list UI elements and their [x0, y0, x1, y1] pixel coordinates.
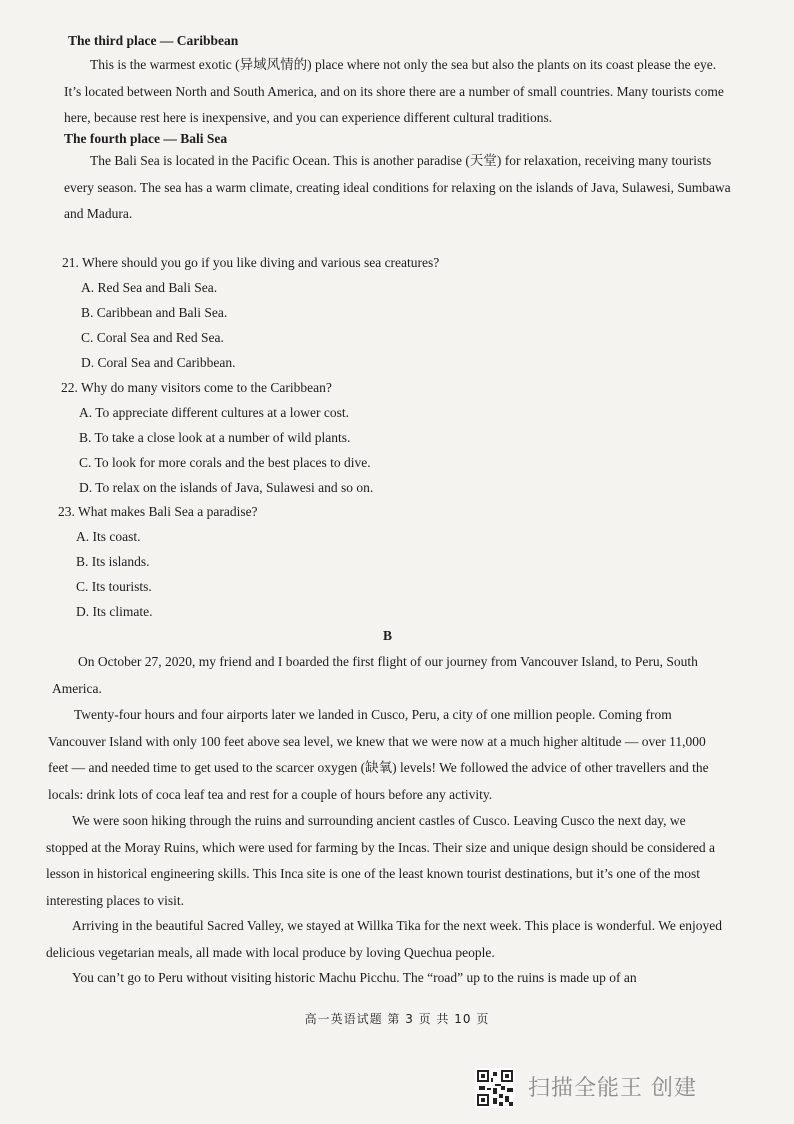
fourth-place-paragraph: The Bali Sea is located in the Pacific Ocean. This is another paradise (天堂) for relaxation, receiving many tourists every season. The sea has a warm climate, creating ideal conditions for relaxing on the islands of Java, Sulawesi, Sumbawa and Madura.	[64, 153, 731, 221]
question-21-option-a: A. Red Sea and Bali Sea.	[81, 280, 218, 295]
question-22-option-c: C. To look for more corals and the best places to dive.	[79, 455, 371, 470]
qr-code-icon	[475, 1068, 515, 1108]
question-21-option-b: B. Caribbean and Bali Sea.	[81, 305, 228, 320]
third-place-heading: The third place — Caribbean	[68, 33, 239, 48]
question-22-option-d: D. To relax on the islands of Java, Sulawesi and so on.	[79, 480, 374, 495]
question-21: 21. Where should you go if you like diving and various sea creatures?	[62, 255, 440, 270]
section-b-paragraph-5: You can’t go to Peru without visiting historic Machu Picchu. The “road” up to the ruins is made up of an	[72, 970, 637, 985]
page-footer: 高一英语试题 第 3 页 共 10 页	[304, 1012, 490, 1026]
section-b-paragraph-1: On October 27, 2020, my friend and I boarded the first flight of our journey from Vancouver Island, to Peru, South America.	[52, 654, 698, 696]
section-b-paragraph-2: Twenty-four hours and four airports later we landed in Cusco, Peru, a city of one million people. Coming from Vancouver Island with only 100 feet above sea level, we knew that we were now at a much higher altitude — over 11,000 feet — and needed time to get used to the scarcer oxygen (缺氧) levels! We followed the advice of other travellers and the locals: drink lots of coca leaf tea and rest for a couple of hours before any activity.	[48, 707, 709, 802]
section-b-paragraph-4: Arriving in the beautiful Sacred Valley, we stayed at Willka Tika for the next week. This place is wonderful. We enjoyed delicious vegetarian meals, all made with local produce by loving Quechua people.	[46, 918, 722, 960]
section-b-letter: B	[383, 628, 393, 643]
scanner-watermark: 扫描全能王 创建	[528, 1076, 697, 1101]
question-21-option-c: C. Coral Sea and Red Sea.	[81, 330, 224, 345]
question-23-option-b: B. Its islands.	[76, 554, 150, 569]
section-b-paragraph-3: We were soon hiking through the ruins and surrounding ancient castles of Cusco. Leaving Cusco the next day, we stopped at the Moray Ruins, which were used for farming by the Incas. Their size and unique design should be considered a lesson in historical engineering skills. This Inca site is one of the least known tourist destinations, but it’s one of the most interesting places to visit.	[46, 813, 715, 908]
question-23-option-d: D. Its climate.	[76, 604, 153, 619]
fourth-place-heading: The fourth place — Bali Sea	[64, 131, 228, 146]
question-22: 22. Why do many visitors come to the Caribbean?	[61, 380, 332, 395]
question-23-option-c: C. Its tourists.	[76, 579, 152, 594]
question-23-option-a: A. Its coast.	[76, 529, 141, 544]
question-23: 23. What makes Bali Sea a paradise?	[58, 504, 258, 519]
question-22-option-a: A. To appreciate different cultures at a lower cost.	[79, 405, 349, 420]
question-21-option-d: D. Coral Sea and Caribbean.	[81, 355, 236, 370]
third-place-paragraph: This is the warmest exotic (异域风情的) place where not only the sea but also the plants on its coast please the eye. It’s located between North and South America, and on its shore there are a number of small countries. Many tourists come here, because rest here is inexpensive, and you can experience different cultural traditions.	[64, 57, 724, 125]
question-22-option-b: B. To take a close look at a number of wild plants.	[79, 430, 351, 445]
